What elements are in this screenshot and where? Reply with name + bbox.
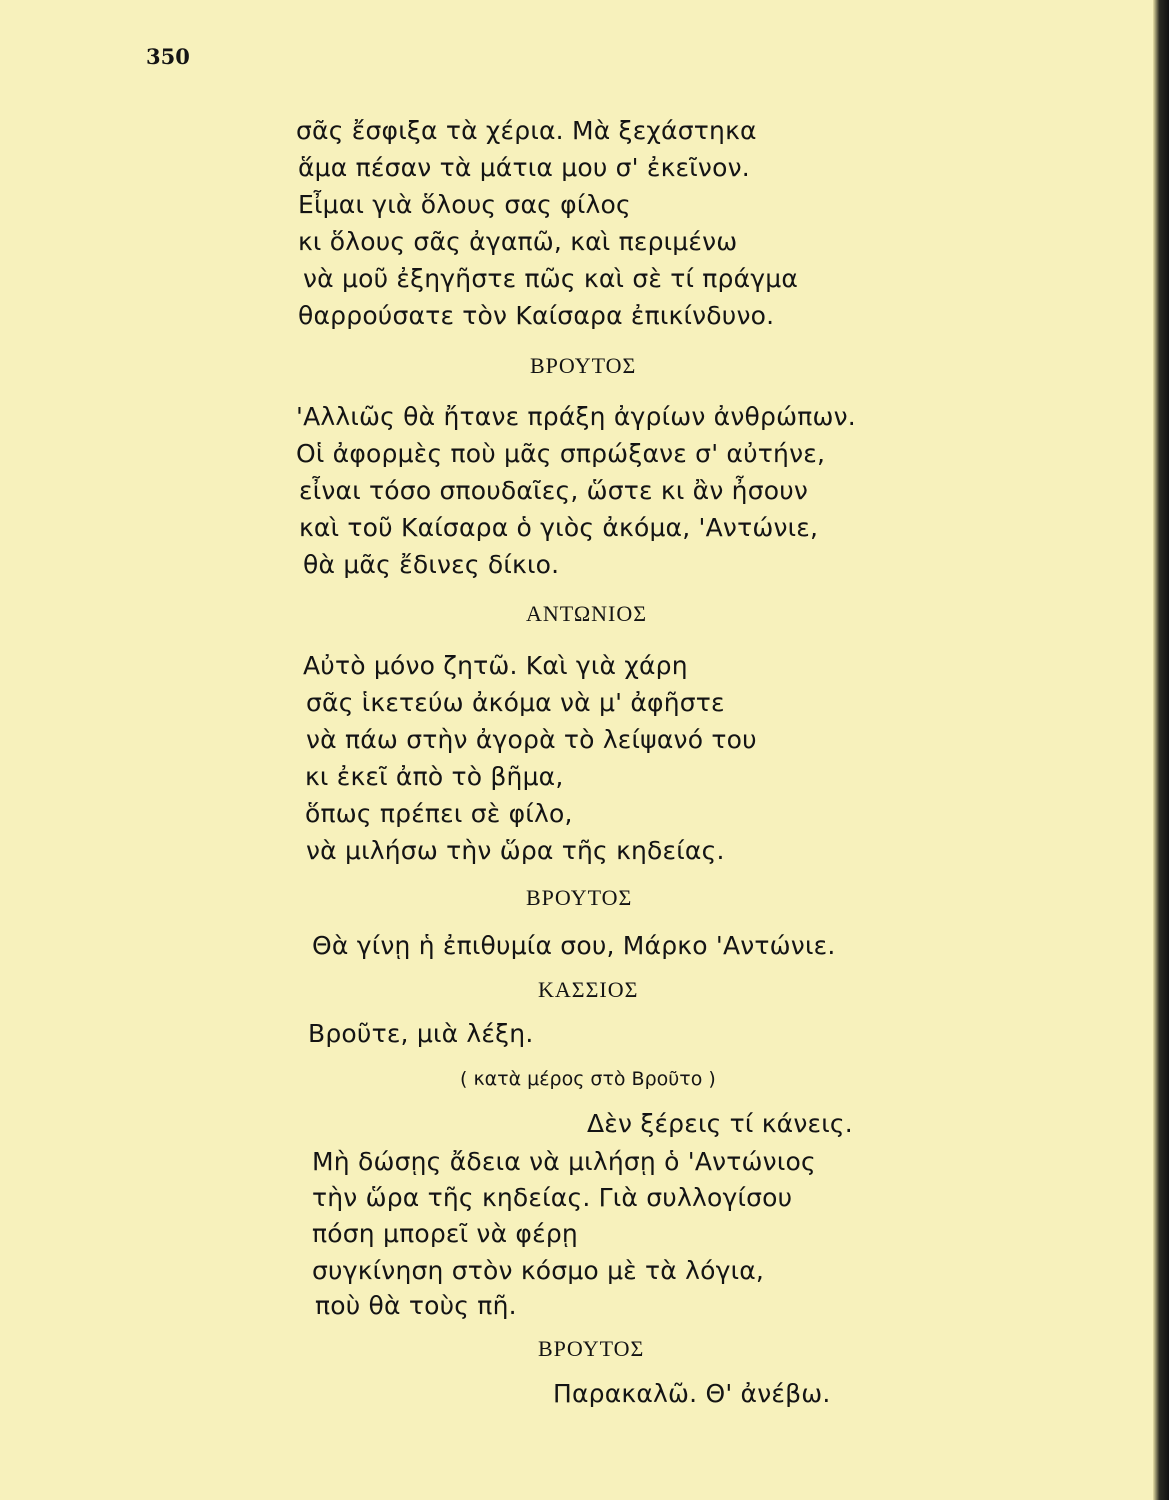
- verse-line: θαρρούσατε τὸν Καίσαρα ἐπικίνδυνο.: [298, 301, 775, 330]
- verse-line: ποὺ θὰ τοὺς πῆ.: [315, 1291, 517, 1320]
- speaker-name: ΒΡΟΥΤΟΣ: [530, 353, 637, 378]
- speaker-name: ΚΑΣΣΙΟΣ: [538, 977, 639, 1002]
- verse-line: καὶ τοῦ Καίσαρα ὁ γιὸς ἀκόμα, 'Αντώνιε,: [299, 513, 819, 542]
- page-number: 350: [146, 44, 190, 69]
- verse-line: νὰ πάω στὴν ἀγορὰ τὸ λείψανό του: [306, 725, 757, 754]
- verse-line: Αὐτὸ μόνο ζητῶ. Καὶ γιὰ χάρη: [303, 651, 688, 680]
- verse-line: Θὰ γίνῃ ἡ ἐπιθυμία σου, Μάρκο 'Αντώνιε.: [312, 931, 836, 960]
- verse-line: κι ἐκεῖ ἀπὸ τὸ βῆμα,: [305, 762, 564, 791]
- verse-line: σᾶς ἱκετεύω ἀκόμα νὰ μ' ἀφῆστε: [306, 688, 725, 717]
- verse-line: Οἱ ἀφορμὲς ποὺ μᾶς σπρώξανε σ' αὐτήνε,: [296, 439, 826, 468]
- verse-line: Δὲν ξέρεις τί κάνεις.: [587, 1109, 853, 1138]
- verse-line: νὰ μοῦ ἐξηγῆστε πῶς καὶ σὲ τί πράγμα: [303, 264, 799, 293]
- stage-direction: ( κατὰ μέρος στὸ Βροῦτο ): [460, 1068, 716, 1090]
- speaker-name: ΒΡΟΥΤΟΣ: [538, 1336, 645, 1361]
- verse-line: Βροῦτε, μιὰ λέξη.: [308, 1019, 534, 1048]
- verse-line: νὰ μιλήσω τὴν ὥρα τῆς κηδείας.: [306, 836, 725, 865]
- verse-line: ἅμα πέσαν τὰ μάτια μου σ' ἐκεῖνον.: [298, 153, 750, 182]
- verse-line: τὴν ὥρα τῆς κηδείας. Γιὰ συλλογίσου: [312, 1183, 793, 1212]
- verse-line: ὅπως πρέπει σὲ φίλο,: [305, 799, 573, 828]
- verse-line: συγκίνηση στὸν κόσμο μὲ τὰ λόγια,: [312, 1256, 765, 1285]
- verse-line: θὰ μᾶς ἔδινες δίκιο.: [303, 550, 560, 579]
- verse-line: σᾶς ἔσφιξα τὰ χέρια. Μὰ ξεχάστηκα: [296, 116, 757, 145]
- verse-line: κι ὅλους σᾶς ἀγαπῶ, καὶ περιμένω: [298, 227, 738, 256]
- page-edge-shadow: [1153, 0, 1169, 1500]
- verse-line: Παρακαλῶ. Θ' ἀνέβω.: [553, 1379, 831, 1408]
- verse-line: πόση μπορεῖ νὰ φέρῃ: [312, 1219, 578, 1248]
- verse-line: 'Αλλιῶς θὰ ἤτανε πράξη ἀγρίων ἀνθρώπων.: [296, 402, 856, 431]
- verse-line: Μὴ δώσῃς ἄδεια νὰ μιλήσῃ ὁ 'Αντώνιος: [312, 1147, 816, 1176]
- verse-line: εἶναι τόσο σπουδαῖες, ὥστε κι ἂν ἦσουν: [299, 476, 809, 505]
- speaker-name: ΑΝΤΩΝΙΟΣ: [526, 601, 648, 626]
- speaker-name: ΒΡΟΥΤΟΣ: [526, 885, 633, 910]
- verse-line: Εἶμαι γιὰ ὅλους σας φίλος: [298, 190, 631, 219]
